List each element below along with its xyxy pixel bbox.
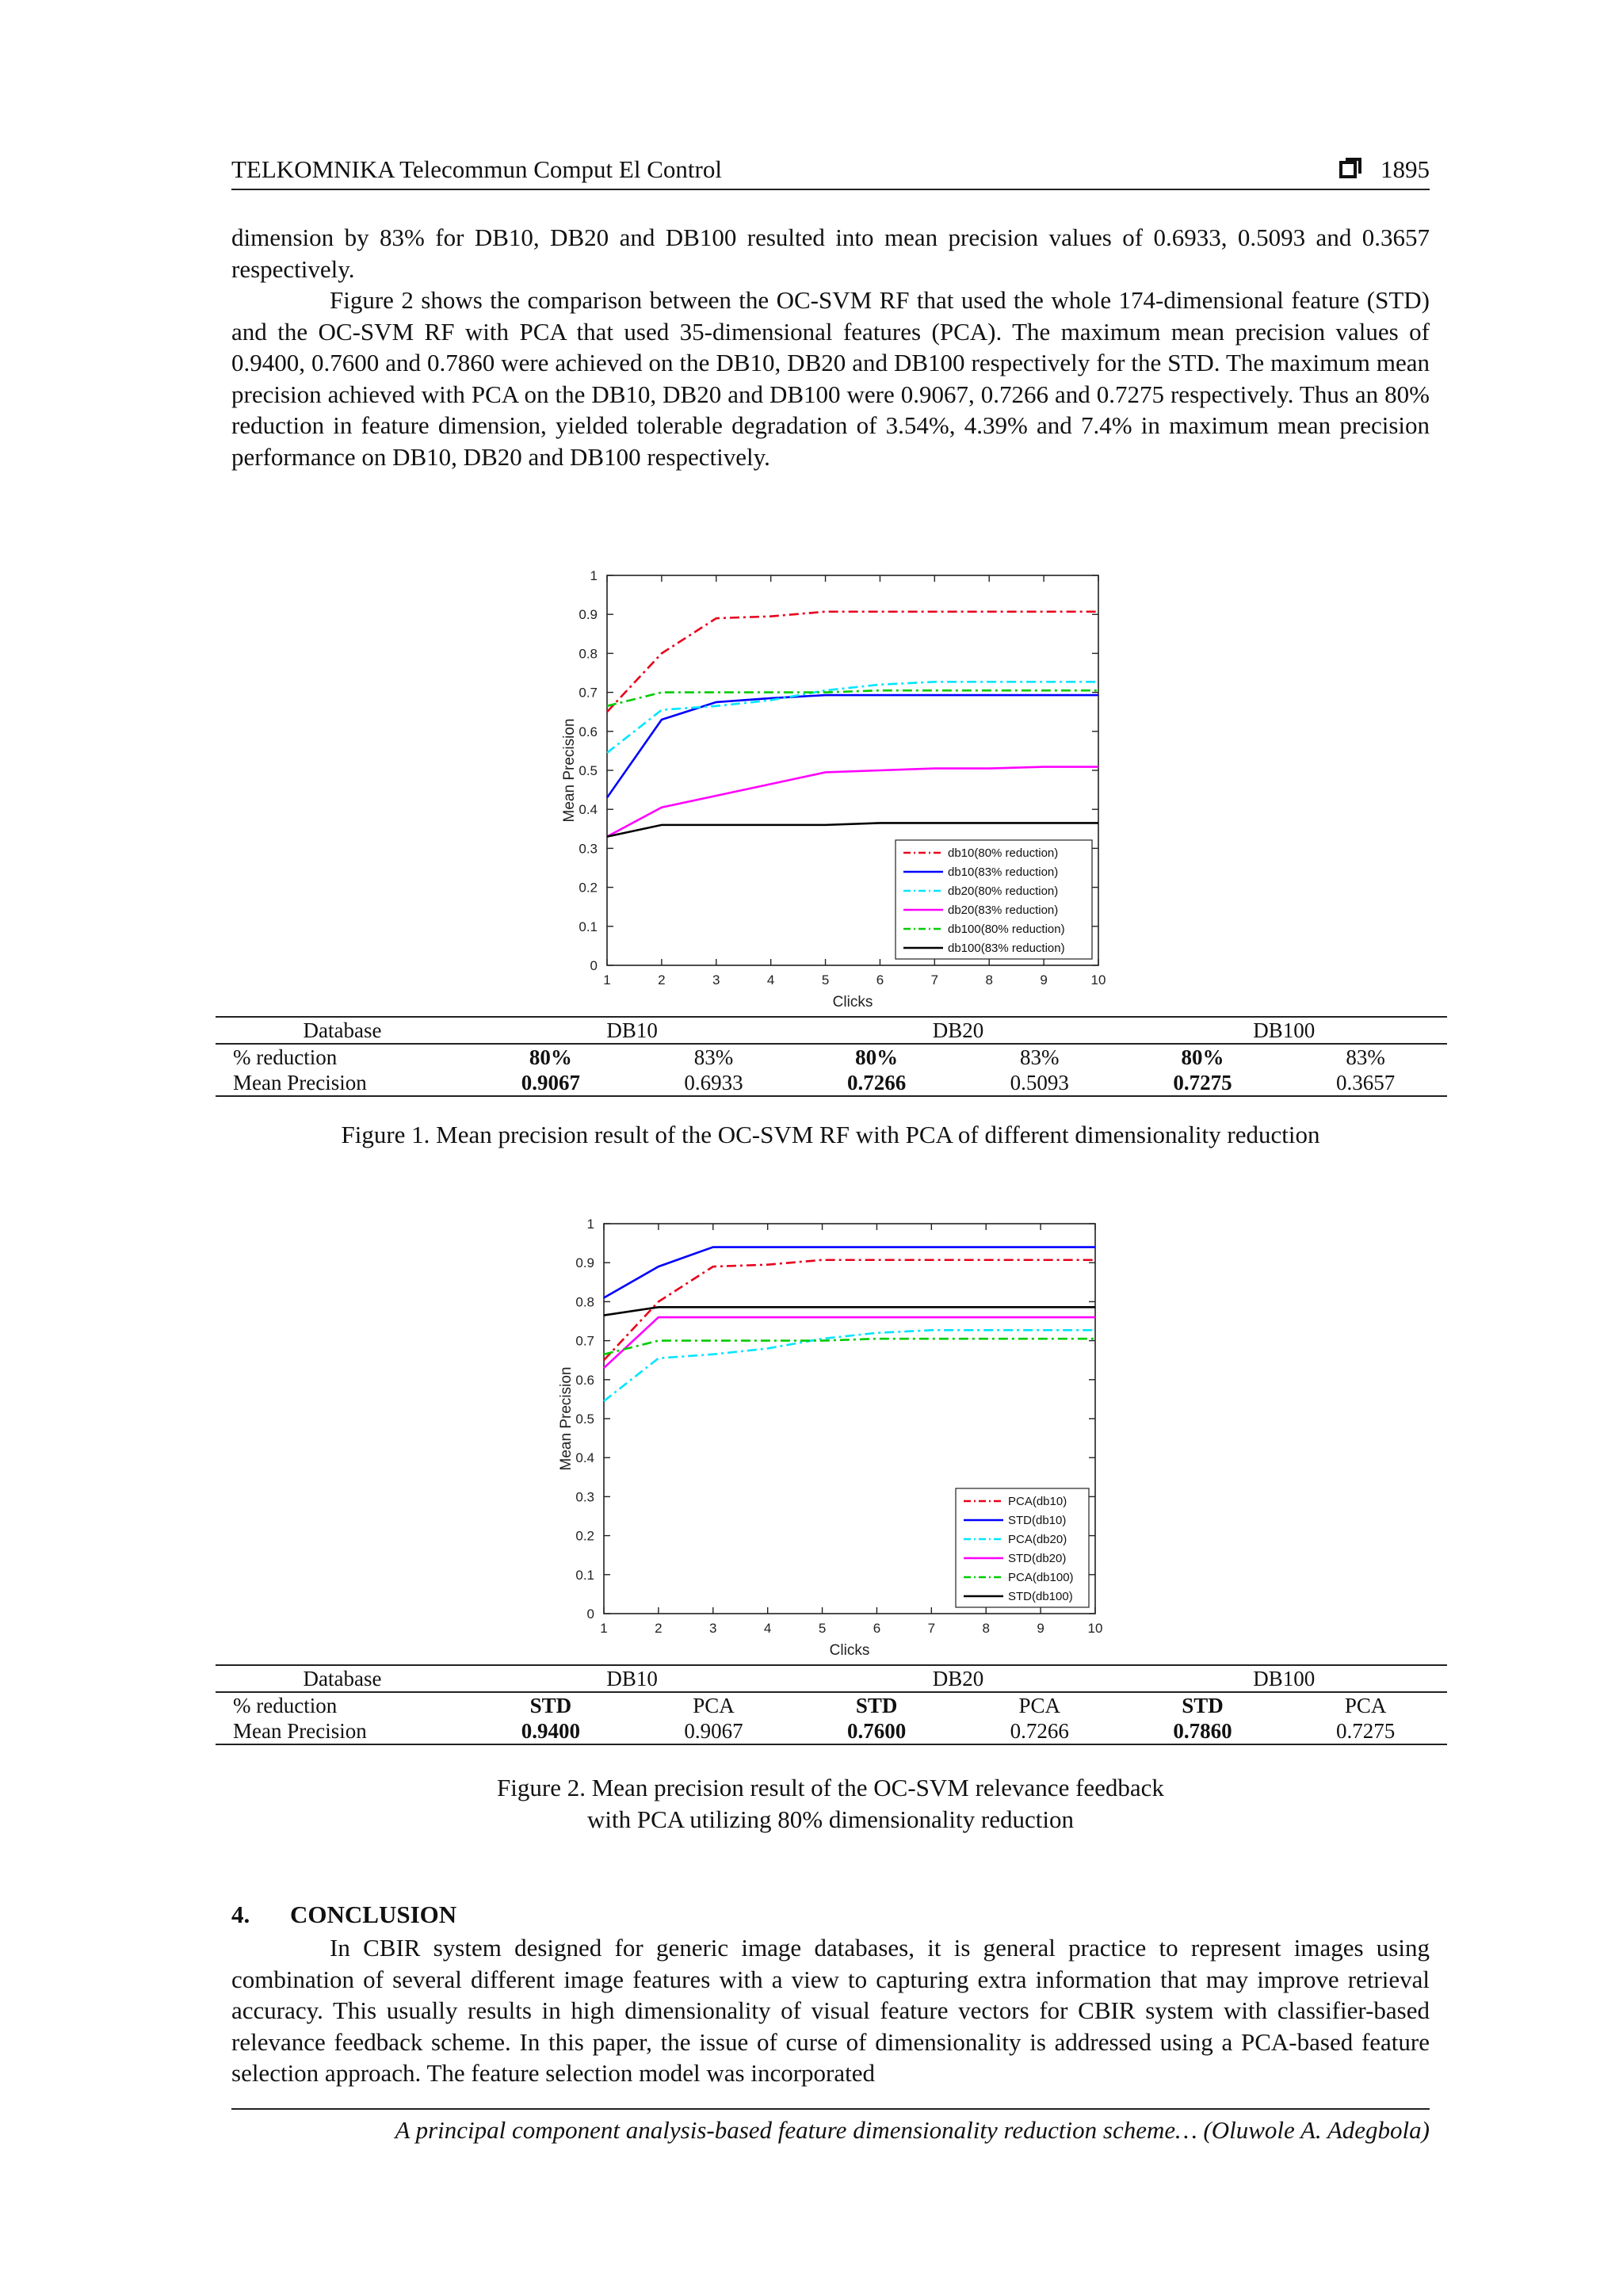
figure-2-table	[216, 1664, 1447, 1745]
x-tick-label: 8	[985, 972, 993, 988]
y-axis-label: Mean Precision	[558, 1366, 575, 1471]
y-tick-label: 0.5	[579, 763, 598, 778]
row-label: % reduction	[233, 1045, 338, 1069]
x-tick-label: 9	[1040, 972, 1048, 988]
figure-1-chart	[547, 563, 1117, 1014]
legend-label: STD(db20)	[1008, 1552, 1067, 1565]
x-tick-label: 2	[655, 1621, 663, 1636]
table-header-database: Database	[216, 1665, 469, 1692]
y-tick-label: 0.3	[575, 1489, 594, 1505]
table-cell: 0.7600	[795, 1718, 958, 1744]
running-footer: A principal component analysis-based feature dimensionality reduction scheme… (Oluwole A. Adegbola)	[231, 2108, 1430, 2145]
y-tick-label: 0.6	[575, 1372, 594, 1388]
paragraph-2: Figure 2 shows the comparison between the OC-SVM RF that used the whole 174-dimensional feature (STD) and the OC-SVM RF with PCA that used 35-dimensional features (PCA). The maximum mean precision values of 0.9400, 0.7600 and 0.7860 were achieved on the DB10, DB20 and DB100 respectively for the STD. The maximum mean precision achieved with PCA on the DB10, DB20 and DB100 were 0.9067, 0.7266 and 0.7275 respectively. Thus an 80% reduction in feature dimension, yielded tolerable degradation of 3.54%, 4.39% and 7.4% in maximum mean precision performance on DB10, DB20 and DB100 respectively.	[231, 286, 1430, 471]
table-header-db20: DB20	[795, 1017, 1121, 1044]
x-tick-label: 1	[603, 972, 611, 988]
page-number-group	[1339, 155, 1430, 184]
table-row	[216, 1070, 1447, 1096]
x-tick-label: 6	[876, 972, 884, 988]
row-label: Mean Precision	[216, 1718, 469, 1744]
table-header-row	[216, 1017, 1447, 1044]
table-cell: 83%	[1020, 1045, 1060, 1069]
x-tick-label: 4	[763, 1621, 772, 1636]
table-cell: PCA	[1344, 1694, 1387, 1717]
y-tick-label: 0	[590, 958, 598, 973]
section-number: 4.	[231, 1901, 250, 1928]
table-cell: STD	[529, 1694, 572, 1717]
y-tick-label: 0.8	[575, 1294, 594, 1310]
table-cell: 0.3657	[1284, 1070, 1447, 1096]
x-tick-label: 3	[712, 972, 720, 988]
table-cell: 0.9067	[469, 1070, 632, 1096]
table-cell: PCA	[1018, 1694, 1061, 1717]
section-title: CONCLUSION	[290, 1901, 457, 1928]
table-header-db100: DB100	[1121, 1665, 1447, 1692]
table-header-db10: DB10	[469, 1665, 795, 1692]
y-tick-label: 0.7	[579, 685, 598, 701]
y-tick-label: 0.5	[575, 1412, 594, 1427]
legend-label: PCA(db100)	[1008, 1571, 1074, 1584]
table-cell: STD	[1182, 1694, 1224, 1717]
x-tick-label: 5	[821, 972, 830, 988]
legend-label: STD(db100)	[1008, 1590, 1073, 1603]
running-header	[231, 155, 1430, 190]
table-cell: 0.7860	[1121, 1718, 1285, 1744]
table-cell: 80%	[1181, 1045, 1224, 1069]
legend-label: db10(83% reduction)	[948, 865, 1059, 879]
table-row	[216, 1718, 1447, 1744]
legend-label: STD(db10)	[1008, 1514, 1067, 1527]
table-row	[216, 1044, 1447, 1070]
table-cell: 0.7266	[795, 1070, 958, 1096]
table-cell: PCA	[693, 1694, 735, 1717]
figure-2-chart	[544, 1211, 1114, 1663]
x-tick-label: 8	[982, 1621, 990, 1636]
y-tick-label: 0.4	[579, 802, 598, 818]
x-tick-label: 7	[927, 1621, 936, 1636]
page-number: 1895	[1381, 155, 1430, 183]
y-tick-label: 0.3	[579, 841, 598, 857]
x-tick-label: 2	[658, 972, 666, 988]
x-tick-label: 4	[766, 972, 775, 988]
table-cell: 0.9067	[632, 1718, 796, 1744]
y-tick-label: 0.7	[575, 1333, 594, 1349]
table-cell: 0.6933	[632, 1070, 796, 1096]
x-axis-label: Clicks	[829, 1642, 870, 1659]
table-cell: 83%	[693, 1045, 734, 1069]
figure-2-caption-line-1: Figure 2. Mean precision result of the OC-SVM relevance feedback	[497, 1774, 1164, 1801]
y-tick-label: 0.1	[579, 919, 598, 934]
y-tick-label: 1	[590, 568, 598, 583]
y-tick-label: 0.8	[579, 646, 598, 662]
x-tick-label: 1	[600, 1621, 608, 1636]
figure-2-caption-line-2: with PCA utilizing 80% dimensionality reduction	[587, 1805, 1074, 1833]
legend-label: db20(80% reduction)	[948, 884, 1059, 898]
y-tick-label: 0.1	[575, 1567, 594, 1583]
table-header-row	[216, 1665, 1447, 1692]
conclusion-paragraph: In CBIR system designed for generic image databases, it is general practice to represent images using combination of several different image features with a view to capturing extra information that may improve retrieval accuracy. This usually results in high dimensionality of visual feature vectors for CBIR system with classifier-based relevance feedback scheme. In this paper, the issue of curse of dimensionality is addressed using a PCA-based feature selection approach. The feature selection model was incorporated	[231, 1934, 1430, 2087]
x-tick-label: 10	[1090, 972, 1106, 988]
y-tick-label: 0.9	[575, 1255, 594, 1271]
y-tick-label: 1	[586, 1217, 594, 1232]
y-tick-label: 0	[586, 1606, 594, 1622]
legend-label: db10(80% reduction)	[948, 846, 1059, 860]
table-cell: STD	[855, 1694, 898, 1717]
x-tick-label: 6	[873, 1621, 881, 1636]
table-cell: 0.7275	[1121, 1070, 1285, 1096]
table-header-db10: DB10	[469, 1017, 795, 1044]
y-tick-label: 0.4	[575, 1450, 594, 1466]
table-cell: 0.7266	[958, 1718, 1121, 1744]
section-heading	[231, 1901, 456, 1929]
figure-1-table	[216, 1016, 1447, 1097]
table-row	[216, 1692, 1447, 1718]
x-tick-label: 5	[818, 1621, 827, 1636]
legend-label: PCA(db10)	[1008, 1495, 1067, 1508]
table-header-db100: DB100	[1121, 1017, 1447, 1044]
y-tick-label: 0.2	[575, 1528, 594, 1544]
legend-label: PCA(db20)	[1008, 1533, 1067, 1546]
x-tick-label: 7	[930, 972, 939, 988]
box-icon	[1339, 161, 1357, 178]
y-tick-label: 0.6	[579, 724, 598, 739]
y-tick-label: 0.2	[579, 880, 598, 896]
figure-1-caption: Figure 1. Mean precision result of the OC-SVM RF with PCA of different dimensionality reduction	[341, 1121, 1320, 1148]
row-label: Mean Precision	[216, 1070, 469, 1096]
x-tick-label: 10	[1087, 1621, 1103, 1636]
legend-label: db100(80% reduction)	[948, 923, 1065, 936]
table-header-db20: DB20	[795, 1665, 1121, 1692]
table-cell: 0.7275	[1284, 1718, 1447, 1744]
table-cell: 80%	[529, 1045, 572, 1069]
paragraph-1: dimension by 83% for DB10, DB20 and DB100 resulted into mean precision values of 0.6933, 0.5093 and 0.3657 respectively.	[231, 223, 1430, 283]
body-text-top	[231, 222, 1430, 472]
y-axis-label: Mean Precision	[561, 718, 578, 823]
table-cell: 0.9400	[469, 1718, 632, 1744]
legend-label: db100(83% reduction)	[948, 942, 1065, 955]
legend-label: db20(83% reduction)	[948, 904, 1059, 917]
row-label: % reduction	[233, 1694, 338, 1717]
journal-title: TELKOMNIKA Telecommun Comput El Control	[231, 155, 722, 183]
table-header-database: Database	[216, 1017, 469, 1044]
table-cell: 80%	[855, 1045, 899, 1069]
x-tick-label: 9	[1037, 1621, 1044, 1636]
conclusion-text	[231, 1932, 1430, 2089]
table-cell: 0.5093	[958, 1070, 1121, 1096]
table-cell: 83%	[1346, 1045, 1385, 1069]
x-tick-label: 3	[709, 1621, 717, 1636]
y-tick-label: 0.9	[579, 607, 598, 623]
figure-2-caption	[231, 1772, 1430, 1836]
x-axis-label: Clicks	[832, 994, 873, 1010]
